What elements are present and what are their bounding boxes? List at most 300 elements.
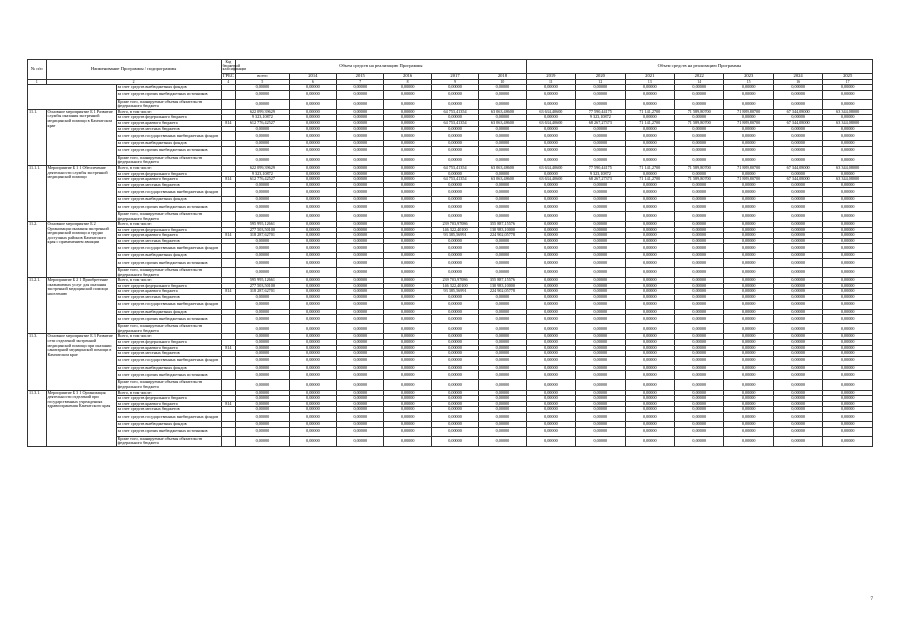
- value-cell: 0,00000: [625, 295, 674, 301]
- value-cell: 0,00000: [384, 177, 431, 183]
- table-row: [28, 295, 873, 301]
- grbs-cell: [221, 211, 235, 221]
- value-cell: 0,00000: [236, 324, 290, 334]
- value-cell: 0,00000: [625, 351, 674, 357]
- value-cell: 0,00000: [625, 211, 674, 221]
- value-cell: 0,00000: [675, 401, 724, 407]
- value-cell: 0,00000: [337, 90, 384, 99]
- value-cell: 0,00000: [337, 259, 384, 268]
- grbs-cell: [221, 155, 235, 165]
- value-cell: 0,00000: [236, 427, 290, 436]
- value-cell: 0,00000: [625, 244, 674, 253]
- value-cell: 0,00000: [675, 141, 724, 147]
- value-cell: 0,00000: [576, 436, 625, 446]
- table-row: [28, 197, 873, 203]
- value-cell: 0,00000: [236, 380, 290, 390]
- source-label: за счет средств краевого бюджета: [116, 401, 221, 407]
- value-cell: 0,00000: [675, 295, 724, 301]
- source-label: за счет средств государственных внебюджетных фондов: [116, 188, 221, 197]
- source-label: Всего, в том числе:: [116, 222, 221, 228]
- value-cell: 0,00000: [625, 197, 674, 203]
- source-label: за счет средств краевого бюджета: [116, 177, 221, 183]
- value-cell: 71 141,2700: [625, 109, 674, 115]
- value-cell: 0,00000: [431, 268, 478, 278]
- value-cell: 0,00000: [289, 253, 336, 259]
- value-cell: 0,00000: [236, 155, 290, 165]
- value-cell: 71 589,80700: [675, 120, 724, 126]
- table-row: [28, 90, 873, 99]
- value-cell: 0,00000: [823, 227, 873, 233]
- value-cell: 0,00000: [431, 202, 478, 211]
- value-cell: 0,00000: [675, 182, 724, 188]
- value-cell: 0,00000: [576, 407, 625, 413]
- value-cell: 67 344,08000: [773, 109, 822, 115]
- value-cell: 0,00000: [675, 115, 724, 121]
- value-cell: 0,00000: [384, 115, 431, 121]
- value-cell: 0,00000: [479, 300, 526, 309]
- value-cell: 0,00000: [289, 309, 336, 315]
- value-cell: 0,00000: [526, 202, 575, 211]
- grbs-cell: [221, 436, 235, 446]
- value-cell: 0,00000: [675, 99, 724, 109]
- table-row: [28, 211, 873, 221]
- grbs-cell: [221, 315, 235, 324]
- value-cell: 71 141,2700: [625, 120, 674, 126]
- value-cell: 0,00000: [236, 300, 290, 309]
- value-cell: 0,00000: [431, 253, 478, 259]
- value-cell: 71 589,80700: [675, 165, 724, 171]
- value-cell: 612 776,42527: [236, 177, 290, 183]
- value-cell: 0,00000: [675, 253, 724, 259]
- value-cell: 0,00000: [337, 197, 384, 203]
- value-cell: 0,00000: [526, 371, 575, 380]
- source-label: Кроме того, планируемые объемы обязательств федерального бюджета: [116, 211, 221, 221]
- value-cell: 0,00000: [625, 188, 674, 197]
- value-cell: 0,00000: [526, 289, 575, 295]
- value-cell: 0,00000: [823, 427, 873, 436]
- value-cell: 0,00000: [625, 90, 674, 99]
- value-cell: 0,00000: [823, 211, 873, 221]
- column-number: 11: [526, 80, 575, 85]
- value-cell: 0,00000: [337, 177, 384, 183]
- value-cell: 0,00000: [724, 380, 773, 390]
- value-cell: 0,00000: [384, 380, 431, 390]
- value-cell: 63 634,40600: [526, 120, 575, 126]
- value-cell: 0,00000: [773, 278, 822, 284]
- value-cell: 0,00000: [576, 289, 625, 295]
- value-cell: 0,00000: [289, 126, 336, 132]
- value-cell: 0,00000: [675, 202, 724, 211]
- value-cell: 0,00000: [384, 233, 431, 239]
- value-cell: 0,00000: [823, 141, 873, 147]
- value-cell: 0,00000: [479, 412, 526, 421]
- source-label: за счет средств местных бюджетов: [116, 351, 221, 357]
- value-cell: 0,00000: [724, 401, 773, 407]
- value-cell: 0,00000: [675, 334, 724, 340]
- value-cell: 0,00000: [479, 365, 526, 371]
- value-cell: 0,00000: [526, 295, 575, 301]
- value-cell: 0,00000: [823, 324, 873, 334]
- value-cell: 0,00000: [576, 253, 625, 259]
- value-cell: 0,00000: [384, 253, 431, 259]
- value-cell: 0,00000: [431, 238, 478, 244]
- value-cell: 0,00000: [576, 126, 625, 132]
- value-cell: 0,00000: [823, 197, 873, 203]
- value-cell: 0,00000: [773, 345, 822, 351]
- value-cell: 0,00000: [431, 126, 478, 132]
- value-cell: 0,00000: [576, 188, 625, 197]
- table-body: [28, 85, 873, 447]
- value-cell: 0,00000: [431, 244, 478, 253]
- value-cell: 0,00000: [289, 222, 336, 228]
- value-cell: 0,00000: [479, 334, 526, 340]
- value-cell: 0,00000: [526, 188, 575, 197]
- value-cell: 0,00000: [337, 334, 384, 340]
- value-cell: 0,00000: [823, 253, 873, 259]
- source-label: за счет средств федерального бюджета: [116, 171, 221, 177]
- source-label: за счет средств прочих внебюджетных источников: [116, 427, 221, 436]
- value-cell: 0,00000: [773, 315, 822, 324]
- value-cell: 0,00000: [479, 253, 526, 259]
- value-cell: 0,00000: [384, 202, 431, 211]
- value-cell: 0,00000: [576, 315, 625, 324]
- value-cell: 0,00000: [625, 182, 674, 188]
- value-cell: 0,00000: [479, 340, 526, 346]
- value-cell: 0,00000: [236, 356, 290, 365]
- value-cell: 0,00000: [526, 222, 575, 228]
- value-cell: 0,00000: [576, 182, 625, 188]
- value-cell: 0,00000: [384, 211, 431, 221]
- table-row: [28, 146, 873, 155]
- value-cell: 67 344,08000: [773, 165, 822, 171]
- value-cell: 0,00000: [384, 222, 431, 228]
- value-cell: 0,00000: [823, 202, 873, 211]
- value-cell: 0,00000: [526, 436, 575, 446]
- row-index: 11.3.: [28, 334, 47, 390]
- value-cell: 0,00000: [773, 380, 822, 390]
- value-cell: 0,00000: [289, 259, 336, 268]
- value-cell: 0,00000: [526, 380, 575, 390]
- value-cell: 0,00000: [479, 211, 526, 221]
- value-cell: 0,00000: [431, 295, 478, 301]
- value-cell: 0,00000: [625, 238, 674, 244]
- value-cell: 0,00000: [289, 283, 336, 289]
- value-cell: 0,00000: [236, 238, 290, 244]
- value-cell: 0,00000: [675, 421, 724, 427]
- value-cell: 0,00000: [431, 90, 478, 99]
- source-label: Кроме того, планируемые объемы обязательств федерального бюджета: [116, 380, 221, 390]
- value-cell: 0,00000: [337, 390, 384, 396]
- value-cell: 0,00000: [675, 211, 724, 221]
- value-cell: 0,00000: [526, 427, 575, 436]
- grbs-cell: [221, 412, 235, 421]
- value-cell: 0,00000: [773, 155, 822, 165]
- grbs-cell: [221, 427, 235, 436]
- value-cell: 0,00000: [479, 401, 526, 407]
- value-cell: 0,00000: [823, 380, 873, 390]
- column-number: 9: [431, 80, 478, 85]
- value-cell: 0,00000: [773, 197, 822, 203]
- value-cell: 0,00000: [823, 132, 873, 141]
- value-cell: 355 887,15576: [479, 222, 526, 228]
- value-cell: 0,00000: [384, 188, 431, 197]
- value-cell: 0,00000: [337, 85, 384, 91]
- value-cell: 0,00000: [823, 340, 873, 346]
- value-cell: 0,00000: [773, 295, 822, 301]
- value-cell: 0,00000: [431, 259, 478, 268]
- value-cell: 0,00000: [773, 141, 822, 147]
- value-cell: 0,00000: [823, 244, 873, 253]
- value-cell: 0,00000: [384, 146, 431, 155]
- value-cell: 0,00000: [675, 324, 724, 334]
- value-cell: 0,00000: [675, 371, 724, 380]
- value-cell: 0,00000: [823, 268, 873, 278]
- column-number: 8: [384, 80, 431, 85]
- value-cell: 0,00000: [337, 289, 384, 295]
- value-cell: 130 983,10000: [479, 283, 526, 289]
- value-cell: 0,00000: [384, 278, 431, 284]
- value-cell: 0,00000: [337, 155, 384, 165]
- value-cell: 0,00000: [625, 356, 674, 365]
- value-cell: 277 503,50100: [236, 227, 290, 233]
- value-cell: 0,00000: [289, 155, 336, 165]
- value-cell: 0,00000: [384, 401, 431, 407]
- value-cell: 0,00000: [384, 227, 431, 233]
- value-cell: 0,00000: [724, 132, 773, 141]
- header-year: 2025: [823, 74, 873, 80]
- value-cell: 0,00000: [773, 390, 822, 396]
- table-row: [28, 380, 873, 390]
- value-cell: 71 889,80700: [724, 109, 773, 115]
- value-cell: 0,00000: [823, 126, 873, 132]
- header-realization: Объем средств на реализацию Программы: [236, 60, 527, 74]
- value-cell: 0,00000: [576, 211, 625, 221]
- value-cell: 0,00000: [526, 197, 575, 203]
- value-cell: 0,00000: [823, 182, 873, 188]
- value-cell: 0,00000: [337, 427, 384, 436]
- value-cell: 0,00000: [675, 126, 724, 132]
- value-cell: 0,00000: [675, 396, 724, 402]
- value-cell: 0,00000: [479, 295, 526, 301]
- value-cell: 0,00000: [576, 155, 625, 165]
- value-cell: 93 385,56991: [431, 233, 478, 239]
- value-cell: 0,00000: [236, 436, 290, 446]
- column-number: 10: [479, 80, 526, 85]
- grbs-cell: [221, 132, 235, 141]
- value-cell: 0,00000: [289, 436, 336, 446]
- value-cell: 0,00000: [625, 268, 674, 278]
- value-cell: 0,00000: [724, 188, 773, 197]
- source-label: Кроме того, планируемые объемы обязательств федерального бюджета: [116, 99, 221, 109]
- value-cell: 0,00000: [337, 351, 384, 357]
- value-cell: 0,00000: [289, 356, 336, 365]
- value-cell: 0,00000: [724, 90, 773, 99]
- value-cell: 0,00000: [576, 197, 625, 203]
- column-number: 4: [221, 80, 235, 85]
- value-cell: 0,00000: [384, 412, 431, 421]
- value-cell: 0,00000: [724, 202, 773, 211]
- value-cell: 0,00000: [384, 109, 431, 115]
- value-cell: 0,00000: [773, 126, 822, 132]
- value-cell: 0,00000: [431, 334, 478, 340]
- value-cell: 0,00000: [773, 244, 822, 253]
- source-label: Всего, в том числе:: [116, 165, 221, 171]
- value-cell: 0,00000: [289, 289, 336, 295]
- value-cell: 0,00000: [576, 351, 625, 357]
- column-number: 14: [675, 80, 724, 85]
- value-cell: 0,00000: [625, 436, 674, 446]
- value-cell: 0,00000: [576, 356, 625, 365]
- value-cell: 0,00000: [526, 396, 575, 402]
- value-cell: 0,00000: [675, 222, 724, 228]
- value-cell: 71 889,80700: [724, 177, 773, 183]
- value-cell: 0,00000: [823, 90, 873, 99]
- value-cell: 68 267,27373: [576, 120, 625, 126]
- value-cell: 0,00000: [823, 421, 873, 427]
- table-row: [28, 421, 873, 427]
- value-cell: 0,00000: [431, 141, 478, 147]
- column-number: 12: [576, 80, 625, 85]
- source-label: за счет средств федерального бюджета: [116, 283, 221, 289]
- value-cell: 0,00000: [384, 371, 431, 380]
- source-label: за счет средств внебюджетных фондов: [116, 421, 221, 427]
- value-cell: 0,00000: [431, 380, 478, 390]
- source-label: за счет средств местных бюджетов: [116, 295, 221, 301]
- value-cell: 0,00000: [384, 340, 431, 346]
- value-cell: 0,00000: [773, 371, 822, 380]
- value-cell: 0,00000: [675, 238, 724, 244]
- value-cell: 0,00000: [526, 238, 575, 244]
- value-cell: 0,00000: [431, 412, 478, 421]
- value-cell: 0,00000: [384, 427, 431, 436]
- value-cell: 0,00000: [479, 259, 526, 268]
- value-cell: 0,00000: [724, 315, 773, 324]
- value-cell: 0,00000: [576, 401, 625, 407]
- value-cell: 0,00000: [823, 345, 873, 351]
- value-cell: 0,00000: [289, 171, 336, 177]
- value-cell: 0,00000: [384, 396, 431, 402]
- value-cell: 0,00000: [337, 171, 384, 177]
- value-cell: 0,00000: [431, 345, 478, 351]
- value-cell: 0,00000: [289, 90, 336, 99]
- value-cell: 0,00000: [479, 115, 526, 121]
- value-cell: 71 141,2700: [625, 177, 674, 183]
- value-cell: 0,00000: [384, 334, 431, 340]
- row-index: 11.1.: [28, 109, 47, 165]
- value-cell: 0,00000: [625, 324, 674, 334]
- value-cell: 0,00000: [576, 283, 625, 289]
- value-cell: 0,00000: [384, 132, 431, 141]
- value-cell: 0,00000: [576, 202, 625, 211]
- header-year: 2020: [576, 74, 625, 80]
- value-cell: 0,00000: [289, 390, 336, 396]
- value-cell: 0,00000: [576, 244, 625, 253]
- column-number: 7: [337, 80, 384, 85]
- source-label: за счет средств прочих внебюджетных источников: [116, 90, 221, 99]
- value-cell: 0,00000: [289, 165, 336, 171]
- source-label: за счет средств внебюджетных фондов: [116, 85, 221, 91]
- value-cell: 0,00000: [384, 182, 431, 188]
- value-cell: 0,00000: [675, 146, 724, 155]
- value-cell: 0,00000: [526, 334, 575, 340]
- value-cell: 0,00000: [576, 85, 625, 91]
- value-cell: 0,00000: [236, 132, 290, 141]
- table-header: [28, 60, 873, 85]
- value-cell: 0,00000: [289, 340, 336, 346]
- value-cell: 0,00000: [724, 155, 773, 165]
- grbs-cell: [221, 188, 235, 197]
- value-cell: 0,00000: [236, 315, 290, 324]
- value-cell: 0,00000: [773, 222, 822, 228]
- value-cell: 0,00000: [289, 132, 336, 141]
- value-cell: 0,00000: [337, 407, 384, 413]
- value-cell: 0,00000: [236, 295, 290, 301]
- value-cell: 0,00000: [526, 365, 575, 371]
- value-cell: 0,00000: [576, 427, 625, 436]
- value-cell: 0,00000: [773, 289, 822, 295]
- value-cell: 0,00000: [823, 407, 873, 413]
- value-cell: 0,00000: [576, 238, 625, 244]
- value-cell: 0,00000: [675, 436, 724, 446]
- value-cell: 0,00000: [625, 390, 674, 396]
- value-cell: 0,00000: [773, 171, 822, 177]
- value-cell: 0,00000: [289, 427, 336, 436]
- value-cell: 0,00000: [479, 396, 526, 402]
- value-cell: 0,00000: [289, 99, 336, 109]
- value-cell: 0,00000: [724, 278, 773, 284]
- value-cell: 0,00000: [236, 309, 290, 315]
- value-cell: 0,00000: [724, 334, 773, 340]
- value-cell: 0,00000: [625, 412, 674, 421]
- value-cell: 0,00000: [479, 351, 526, 357]
- value-cell: 71 589,80700: [675, 109, 724, 115]
- grbs-cell: [221, 324, 235, 334]
- value-cell: 0,00000: [236, 412, 290, 421]
- source-label: за счет средств внебюджетных фондов: [116, 197, 221, 203]
- value-cell: 0,00000: [289, 351, 336, 357]
- value-cell: 0,00000: [625, 340, 674, 346]
- value-cell: 0,00000: [526, 227, 575, 233]
- value-cell: 0,00000: [724, 115, 773, 121]
- value-cell: 0,00000: [675, 171, 724, 177]
- value-cell: 0,00000: [337, 120, 384, 126]
- value-cell: 0,00000: [384, 141, 431, 147]
- source-label: за счет средств прочих внебюджетных источников: [116, 371, 221, 380]
- value-cell: 0,00000: [724, 259, 773, 268]
- value-cell: 0,00000: [479, 99, 526, 109]
- value-cell: 0,00000: [236, 365, 290, 371]
- value-cell: 0,00000: [337, 182, 384, 188]
- value-cell: 0,00000: [675, 227, 724, 233]
- source-label: за счет средств местных бюджетов: [116, 182, 221, 188]
- value-cell: 0,00000: [576, 295, 625, 301]
- value-cell: 0,00000: [724, 182, 773, 188]
- value-cell: 0,00000: [724, 289, 773, 295]
- value-cell: 0,00000: [289, 227, 336, 233]
- value-cell: 0,00000: [526, 351, 575, 357]
- value-cell: 0,00000: [526, 141, 575, 147]
- value-cell: 0,00000: [289, 109, 336, 115]
- value-cell: 0,00000: [289, 300, 336, 309]
- value-cell: 93 385,56991: [431, 289, 478, 295]
- value-cell: 0,00000: [289, 345, 336, 351]
- value-cell: 0,00000: [675, 356, 724, 365]
- value-cell: 77 590,44175: [576, 165, 625, 171]
- value-cell: 0,00000: [289, 182, 336, 188]
- value-cell: 0,00000: [675, 283, 724, 289]
- value-cell: 0,00000: [384, 259, 431, 268]
- value-cell: 0,00000: [384, 300, 431, 309]
